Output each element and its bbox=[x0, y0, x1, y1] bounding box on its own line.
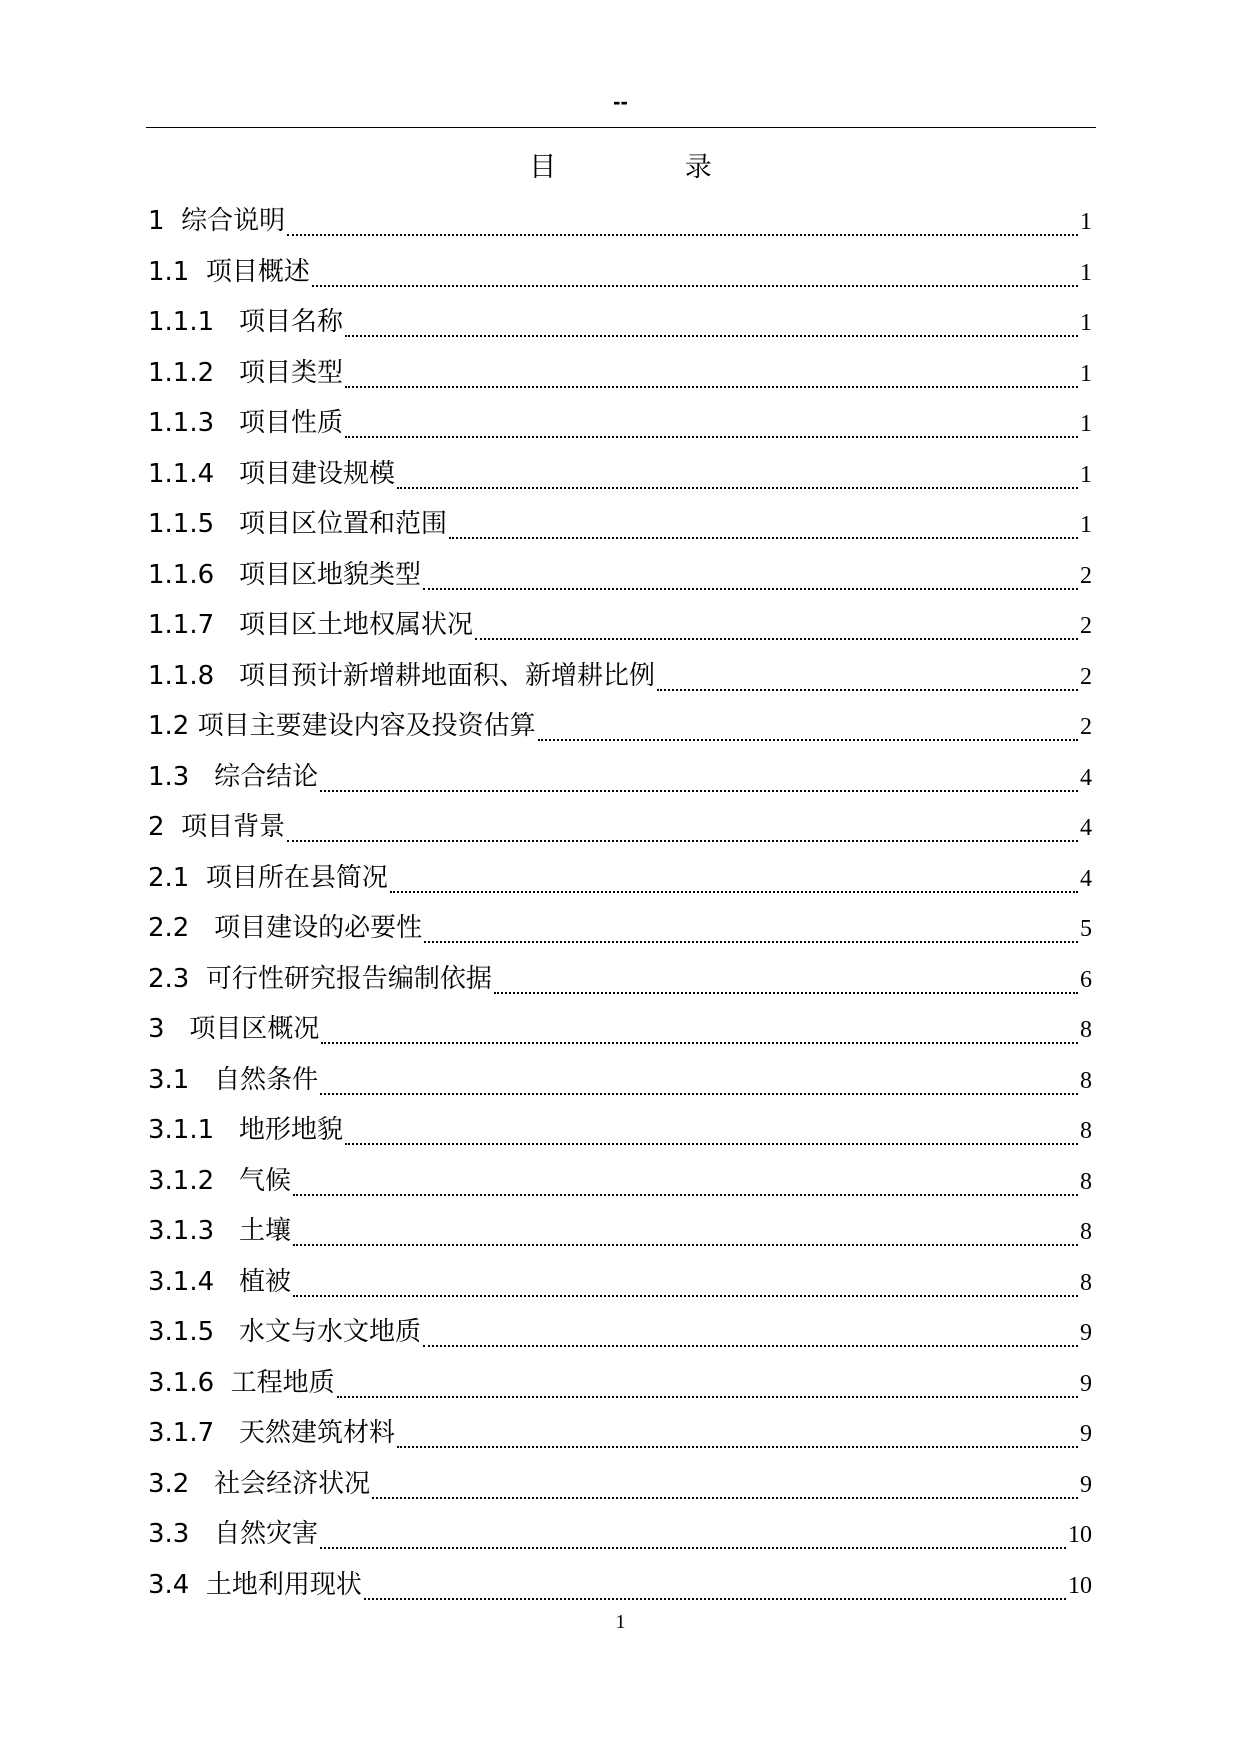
toc-entry[interactable] bbox=[148, 1055, 1092, 1106]
toc-dot-leader bbox=[337, 1376, 1078, 1398]
toc-entry[interactable] bbox=[148, 196, 1092, 247]
toc-entry-page: 8 bbox=[1080, 1067, 1092, 1094]
toc-entry[interactable] bbox=[148, 802, 1092, 853]
toc-entry[interactable] bbox=[148, 1408, 1092, 1459]
toc-entry-label: 2.1 项目所在县简况 bbox=[148, 862, 388, 893]
toc-entry-page: 1 bbox=[1080, 310, 1092, 336]
toc-entry[interactable] bbox=[148, 600, 1092, 651]
toc-entry-label: 1.2 项目主要建设内容及投资估算 bbox=[148, 711, 536, 741]
toc-dot-leader bbox=[372, 1477, 1078, 1499]
toc-dot-leader bbox=[312, 265, 1078, 287]
toc-dot-leader bbox=[345, 366, 1078, 388]
toc-entry-label: 1.1.2 项目类型 bbox=[148, 357, 343, 388]
toc-entry[interactable] bbox=[148, 903, 1092, 954]
toc-entry[interactable] bbox=[148, 1358, 1092, 1409]
toc-entry-label: 1.1.5 项目区位置和范围 bbox=[148, 509, 447, 539]
toc-entry[interactable] bbox=[148, 651, 1092, 702]
toc-entry-page: 1 bbox=[1080, 209, 1092, 235]
toc-entry-label: 3.1.6 工程地质 bbox=[148, 1367, 335, 1398]
toc-entry[interactable] bbox=[148, 1560, 1092, 1611]
toc-entry-label: 1.1.1 项目名称 bbox=[148, 307, 343, 337]
toc-entry-page: 9 bbox=[1080, 1421, 1092, 1447]
header-mark: -- bbox=[613, 89, 628, 114]
toc-dot-leader bbox=[475, 618, 1078, 640]
toc-dot-leader bbox=[345, 1123, 1078, 1145]
toc-dot-leader bbox=[293, 1224, 1078, 1246]
toc-dot-leader bbox=[287, 214, 1078, 236]
table-of-contents bbox=[148, 196, 1092, 1610]
toc-dot-leader bbox=[364, 1578, 1066, 1600]
toc-dot-leader bbox=[423, 568, 1078, 590]
toc-entry-page: 8 bbox=[1080, 1017, 1092, 1043]
toc-title: 目 录 bbox=[529, 152, 772, 183]
toc-entry[interactable] bbox=[148, 499, 1092, 550]
toc-entry-label: 1.1.3 项目性质 bbox=[148, 408, 343, 438]
toc-dot-leader bbox=[494, 972, 1078, 994]
toc-entry-label: 3.1.1 地形地貌 bbox=[148, 1115, 343, 1145]
header-divider bbox=[146, 127, 1096, 128]
toc-entry[interactable] bbox=[148, 701, 1092, 752]
toc-entry-page: 9 bbox=[1080, 1471, 1092, 1498]
toc-entry-page: 4 bbox=[1080, 815, 1092, 841]
toc-dot-leader bbox=[345, 315, 1078, 337]
toc-dot-leader bbox=[321, 1022, 1078, 1044]
toc-entry[interactable] bbox=[148, 954, 1092, 1005]
toc-entry-label: 3.4 土地利用现状 bbox=[148, 1569, 362, 1600]
toc-entry-page: 10 bbox=[1068, 1522, 1092, 1548]
toc-entry-label: 1.1.7 项目区土地权属状况 bbox=[148, 610, 473, 640]
toc-entry-label: 3.1.5 水文与水文地质 bbox=[148, 1317, 421, 1347]
toc-entry[interactable] bbox=[148, 1509, 1092, 1560]
toc-entry[interactable] bbox=[148, 449, 1092, 500]
toc-dot-leader bbox=[397, 467, 1078, 489]
toc-entry-label: 3 项目区概况 bbox=[148, 1014, 320, 1044]
toc-entry-page: 2 bbox=[1080, 663, 1092, 690]
toc-entry-page: 2 bbox=[1080, 613, 1092, 639]
toc-entry[interactable] bbox=[148, 398, 1092, 449]
toc-dot-leader bbox=[320, 770, 1078, 792]
toc-dot-leader bbox=[424, 921, 1078, 943]
toc-entry-page: 1 bbox=[1080, 259, 1092, 286]
toc-entry[interactable] bbox=[148, 1105, 1092, 1156]
toc-dot-leader bbox=[423, 1325, 1078, 1347]
toc-entry-page: 6 bbox=[1080, 966, 1092, 993]
toc-dot-leader bbox=[449, 517, 1078, 539]
toc-entry[interactable] bbox=[148, 1004, 1092, 1055]
toc-entry-label: 1.1.6 项目区地貌类型 bbox=[148, 559, 421, 590]
toc-dot-leader bbox=[538, 719, 1078, 741]
toc-entry-label: 2.3 可行性研究报告编制依据 bbox=[148, 963, 492, 994]
toc-entry-label: 3.1 自然条件 bbox=[148, 1064, 319, 1095]
toc-entry[interactable] bbox=[148, 1206, 1092, 1257]
toc-entry-label: 1.3 综合结论 bbox=[148, 761, 319, 792]
toc-dot-leader bbox=[287, 820, 1078, 842]
toc-entry-page: 1 bbox=[1080, 461, 1092, 488]
toc-entry-page: 8 bbox=[1080, 1219, 1092, 1245]
toc-entry-label: 1 综合说明 bbox=[148, 206, 286, 236]
toc-entry[interactable] bbox=[148, 297, 1092, 348]
toc-entry-label: 3.1.3 土壤 bbox=[148, 1216, 291, 1246]
footer-page-number: 1 bbox=[615, 1611, 626, 1633]
toc-entry-page: 5 bbox=[1080, 916, 1092, 942]
toc-entry-page: 1 bbox=[1080, 512, 1092, 538]
toc-entry-page: 8 bbox=[1080, 1269, 1092, 1296]
toc-entry-page: 9 bbox=[1080, 1320, 1092, 1346]
toc-entry[interactable] bbox=[148, 853, 1092, 904]
toc-entry-page: 8 bbox=[1080, 1118, 1092, 1144]
toc-entry-label: 3.3 自然灾害 bbox=[148, 1519, 319, 1549]
toc-entry-label: 1.1.8 项目预计新增耕地面积、新增耕比例 bbox=[148, 660, 655, 691]
toc-entry-label: 1.1.4 项目建设规模 bbox=[148, 458, 395, 489]
toc-dot-leader bbox=[320, 1527, 1066, 1549]
toc-entry-label: 3.2 社会经济状况 bbox=[148, 1468, 371, 1499]
toc-entry[interactable] bbox=[148, 1156, 1092, 1207]
toc-dot-leader bbox=[397, 1426, 1078, 1448]
toc-entry-label: 3.1.4 植被 bbox=[148, 1266, 291, 1297]
toc-entry-page: 9 bbox=[1080, 1370, 1092, 1397]
toc-entry[interactable] bbox=[148, 1257, 1092, 1308]
toc-entry-label: 3.1.7 天然建筑材料 bbox=[148, 1418, 395, 1448]
toc-dot-leader bbox=[657, 669, 1078, 691]
toc-entry-page: 10 bbox=[1068, 1572, 1092, 1599]
toc-entry-label: 2 项目背景 bbox=[148, 812, 286, 842]
toc-entry[interactable] bbox=[148, 752, 1092, 803]
toc-entry[interactable] bbox=[148, 550, 1092, 601]
toc-dot-leader bbox=[320, 1073, 1078, 1095]
toc-entry[interactable] bbox=[148, 247, 1092, 298]
toc-entry[interactable] bbox=[148, 348, 1092, 399]
toc-entry[interactable] bbox=[148, 1459, 1092, 1510]
toc-dot-leader bbox=[345, 416, 1078, 438]
toc-entry[interactable] bbox=[148, 1307, 1092, 1358]
toc-dot-leader bbox=[293, 1275, 1078, 1297]
toc-dot-leader bbox=[293, 1174, 1078, 1196]
toc-entry-label: 3.1.2 气候 bbox=[148, 1165, 291, 1196]
toc-entry-page: 4 bbox=[1080, 764, 1092, 791]
toc-dot-leader bbox=[390, 871, 1078, 893]
toc-entry-page: 4 bbox=[1080, 865, 1092, 892]
toc-entry-label: 1.1 项目概述 bbox=[148, 256, 310, 287]
toc-entry-page: 8 bbox=[1080, 1168, 1092, 1195]
toc-entry-page: 1 bbox=[1080, 360, 1092, 387]
toc-entry-page: 1 bbox=[1080, 411, 1092, 437]
toc-entry-page: 2 bbox=[1080, 714, 1092, 740]
toc-entry-label: 2.2 项目建设的必要性 bbox=[148, 913, 423, 943]
toc-entry-page: 2 bbox=[1080, 562, 1092, 589]
